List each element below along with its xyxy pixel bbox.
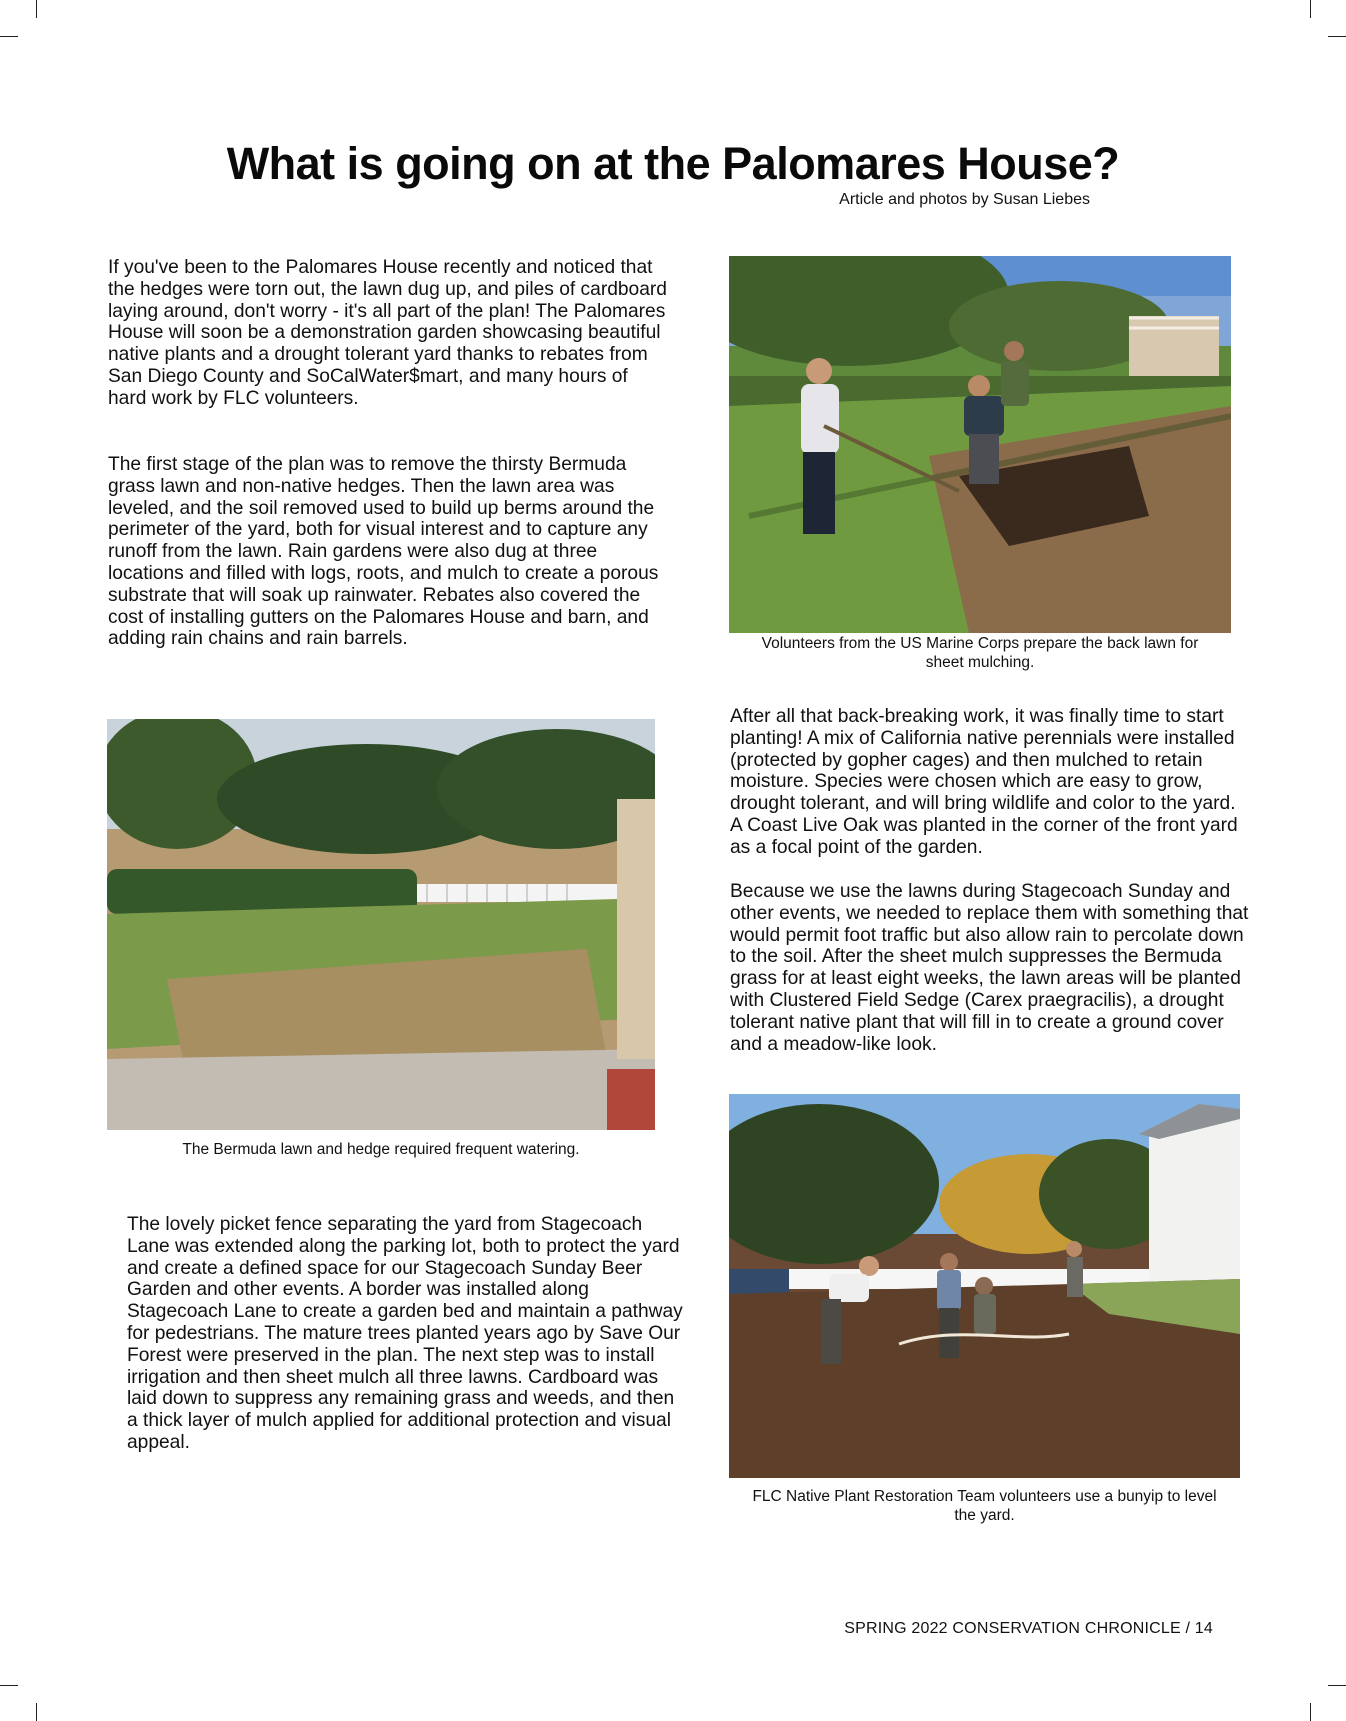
team-caption: FLC Native Plant Restoration Team volunteers use a bunyip to level the yard. <box>752 1488 1217 1524</box>
crop-mark <box>1310 1703 1311 1721</box>
paragraph-intro: If you've been to the Palomares House recently and noticed that the hedges were torn out, the lawn dug up, and piles of cardboard laying around, don't worry - it's all part of the plan! The Palomares House will soon be a demonstration garden showcasing beautiful native plants and a drought tolerant yard thanks to rebates from San Diego County and SoCalWater$mart, and many hours of hard work by FLC volunteers. <box>108 257 667 409</box>
crop-mark <box>1328 1685 1346 1686</box>
article-byline: Article and photos by Susan Liebes <box>839 191 1090 208</box>
article-title: What is going on at the Palomares House? <box>226 138 1120 189</box>
paragraph-fence: The lovely picket fence separating the yard from Stagecoach Lane was extended along the parking lot, both to protect the yard and create a defined space for our Stagecoach Sunday Beer Garden and other events. A border was installed along Stagecoach Lane to create a garden bed and maintain a pathway for pedestrians. The mature trees planted years ago by Save Our Forest were preserved in the plan. The next step was to install irrigation and then sheet mulch all three lawns. Cardboard was laid down to suppress any remaining grass and weeds, and then a thick layer of mulch applied for additional protection and visual appeal. <box>127 1214 683 1453</box>
crop-mark <box>36 1703 37 1721</box>
paragraph-lawns: Because we use the lawns during Stagecoach Sunday and other events, we needed to replace them with something that would permit foot traffic but also allow rain to percolate down to the soil. After the sheet mulch suppresses the Bermuda grass for at least eight weeks, the lawn areas will be planted with Clustered Field Sedge (Carex praegracilis), a drought tolerant native plant that will fill in to create a ground cover and a meadow-like look. <box>730 881 1249 1055</box>
crop-mark <box>36 0 37 18</box>
crop-mark <box>1328 36 1346 37</box>
crop-mark <box>0 1685 18 1686</box>
marines-caption: Volunteers from the US Marine Corps prepare the back lawn for sheet mulching. <box>761 635 1199 671</box>
crop-mark <box>1310 0 1311 18</box>
page-footer: SPRING 2022 CONSERVATION CHRONICLE / 14 <box>844 1620 1213 1637</box>
crop-mark <box>0 36 18 37</box>
paragraph-planting: After all that back-breaking work, it was finally time to start planting! A mix of California native perennials were installed (protected by gopher cages) and then mulched to retain moisture. Species were chosen which are easy to grow, drought tolerant, and will bring wildlife and color to the yard. A Coast Live Oak was planted in the corner of the front yard as a focal point of the garden. <box>730 706 1238 858</box>
team-photo <box>729 1094 1240 1478</box>
marines-photo <box>729 256 1231 633</box>
lawn-caption: The Bermuda lawn and hedge required frequent watering. <box>182 1141 580 1158</box>
lawn-photo <box>107 719 655 1130</box>
paragraph-first-stage: The first stage of the plan was to remove the thirsty Bermuda grass lawn and non-native hedges. Then the lawn area was leveled, and the soil removed used to build up berms around the perimeter of the yard, both for visual interest and to capture any runoff from the lawn. Rain gardens were also dug at three locations and filled with logs, roots, and mulch to create a porous substrate that will soak up rainwater. Rebates also covered the cost of installing gutters on the Palomares House and barn, and adding rain chains and rain barrels. <box>108 454 659 650</box>
